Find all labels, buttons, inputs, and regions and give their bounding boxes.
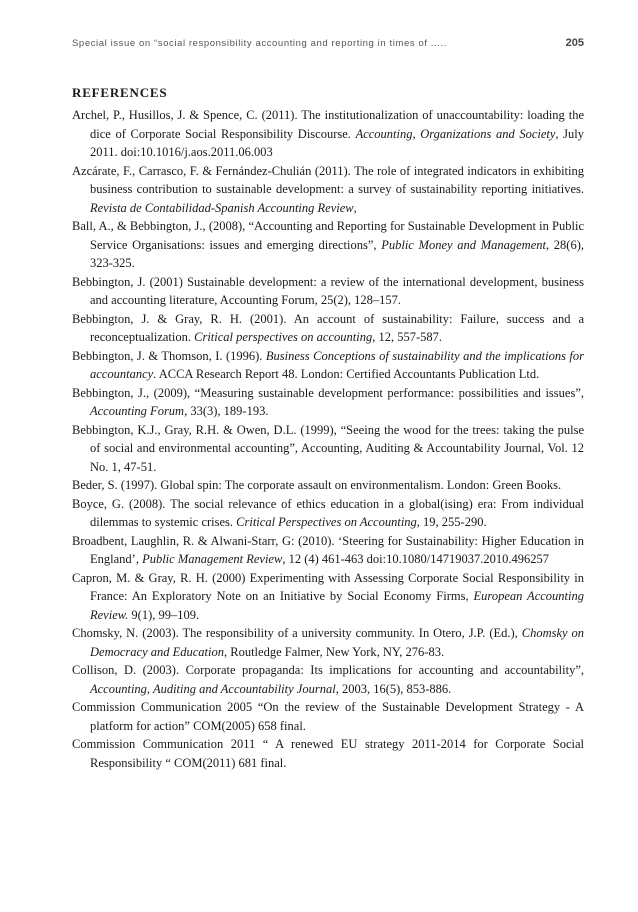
reference-italic-segment: Accounting, Organizations and Society	[355, 126, 556, 141]
reference-list	[72, 106, 584, 772]
reference-italic-segment: Critical perspectives on accounting	[194, 330, 373, 344]
reference-text-segment: Bebbington, J. (2001) Sustainable development: a review of the international development, business and accounting literature, Accounting Forum, 25(2), 128–157.	[72, 274, 584, 307]
reference-text-segment: Chomsky, N. (2003). The responsibility of a university community. In Otero, J.P. (Ed.),	[72, 626, 522, 640]
reference-text-segment: 9(1), 99–109.	[128, 607, 200, 622]
reference-italic-segment: Public Money and Management	[381, 237, 546, 252]
reference-italic-segment: Critical Perspectives on Accounting	[236, 515, 417, 529]
reference-entry	[72, 495, 584, 532]
reference-entry	[72, 698, 584, 735]
reference-text-segment: Boyce, G. (2008). The social relevance of ethics education in a global(ising) era: From individual dilemmas to systemic crises.	[72, 496, 584, 529]
reference-entry	[72, 162, 584, 218]
reference-text-segment: , 33(3), 189-193.	[184, 404, 269, 418]
reference-text-segment: Azcárate, F., Carrasco, F. & Fernández-Chulián (2011). The role of integrated indicators in exhibiting business contribution to sustainable development: a survey of sustainability reporting initiatives.	[72, 163, 584, 196]
section-heading: REFERENCES	[72, 85, 168, 100]
reference-entry	[72, 735, 584, 772]
reference-entry	[72, 421, 584, 477]
reference-text-segment: Broadbent, Laughlin, R. & Alwani-Starr, G: (2010). ‘Steering for Sustainability: Higher Education in England’,	[72, 533, 584, 566]
reference-text-segment: Commission Communication 2011 “ A renewed EU strategy 2011-2014 for Corporate Social Responsibility “ COM(2011) 681 final.	[72, 737, 584, 770]
reference-italic-segment: Accounting Forum	[90, 404, 185, 418]
reference-text-segment: Bebbington, J. & Thomson, I. (1996).	[72, 348, 266, 363]
reference-italic-segment: Public Management Review	[142, 552, 283, 566]
reference-entry	[72, 384, 584, 421]
reference-entry	[72, 106, 584, 162]
reference-text-segment: Bebbington, J. & Gray, R. H. (2001). An account of sustainability: Failure, success and a reconceptualization.	[72, 311, 584, 344]
reference-text-segment: Commission Communication 2005 “On the review of the Sustainable Development Strategy - A platform for action” COM(2005) 658 final.	[72, 700, 584, 733]
reference-italic-segment: European Accounting Review.	[90, 589, 584, 622]
reference-entry	[72, 273, 584, 310]
reference-text-segment: Archel, P., Husillos, J. & Spence, C. (2011). The institutionalization of unaccountability: loading the dice of Corporate Social Responsibility Discourse.	[72, 108, 584, 141]
reference-entry	[72, 476, 584, 495]
reference-text-segment: . ACCA Research Report 48. London: Certified Accountants Publication Ltd.	[153, 367, 540, 381]
reference-text-segment: Bebbington, K.J., Gray, R.H. & Owen, D.L. (1999), “Seeing the wood for the trees: taking the pulse of social and environmental accounting”, Accounting, Auditing & Accountability Journal, Vol. 12 No. 1, 47-51.	[72, 422, 584, 474]
reference-italic-segment: Revista de Contabilidad-Spanish Accounting Review	[90, 200, 354, 215]
reference-text-segment: ,	[353, 200, 357, 215]
reference-text-segment: , 2003, 16(5), 853-886.	[335, 681, 452, 696]
reference-italic-segment: Accounting, Auditing and Accountability Journal	[90, 681, 336, 696]
reference-text-segment: , 12, 557-587.	[372, 330, 443, 344]
reference-text-segment: , July 2011. doi:10.1016/j.aos.2011.06.003	[90, 126, 584, 159]
running-title: Special issue on “social responsibility accounting and reporting in times of .....	[72, 38, 448, 49]
reference-text-segment: , 12 (4) 461-463 doi:10.1080/14719037.2010.496257	[282, 552, 549, 566]
reference-entry	[72, 569, 584, 625]
reference-italic-segment: Business Conceptions of sustainability and the implications for accountancy	[90, 348, 584, 381]
page-header	[72, 38, 584, 54]
reference-text-segment: Bebbington, J., (2009), “Measuring sustainable development performance: possibilities and issues”,	[72, 385, 584, 400]
reference-entry	[72, 310, 584, 347]
reference-entry	[72, 532, 584, 569]
reference-italic-segment: Chomsky on Democracy and Education	[90, 626, 585, 659]
reference-text-segment: , 19, 255-290.	[416, 515, 487, 529]
reference-text-segment: Collison, D. (2003). Corporate propaganda: Its implications for accounting and accountability”,	[72, 663, 584, 677]
reference-text-segment: Capron, M. & Gray, R. H. (2000) Experimenting with Assessing Corporate Social Responsibility in France: An Exploratory Note on an Initiative by Social Economy Firms,	[72, 570, 584, 603]
reference-entry	[72, 661, 584, 698]
reference-text-segment: , 28(6), 323-325.	[90, 237, 584, 270]
page-number: 205	[565, 37, 584, 49]
reference-text-segment: , Routledge Falmer, New York, NY, 276-83.	[224, 644, 445, 659]
reference-text-segment: Ball, A., & Bebbington, J., (2008), “Accounting and Reporting for Sustainable Development in Public Service Organisations: issues and emerging directions”,	[72, 219, 584, 252]
reference-text-segment: Beder, S. (1997). Global spin: The corporate assault on environmentalism. London: Green Books.	[72, 478, 562, 492]
reference-entry	[72, 347, 584, 384]
reference-entry	[72, 217, 584, 273]
reference-entry	[72, 624, 584, 661]
